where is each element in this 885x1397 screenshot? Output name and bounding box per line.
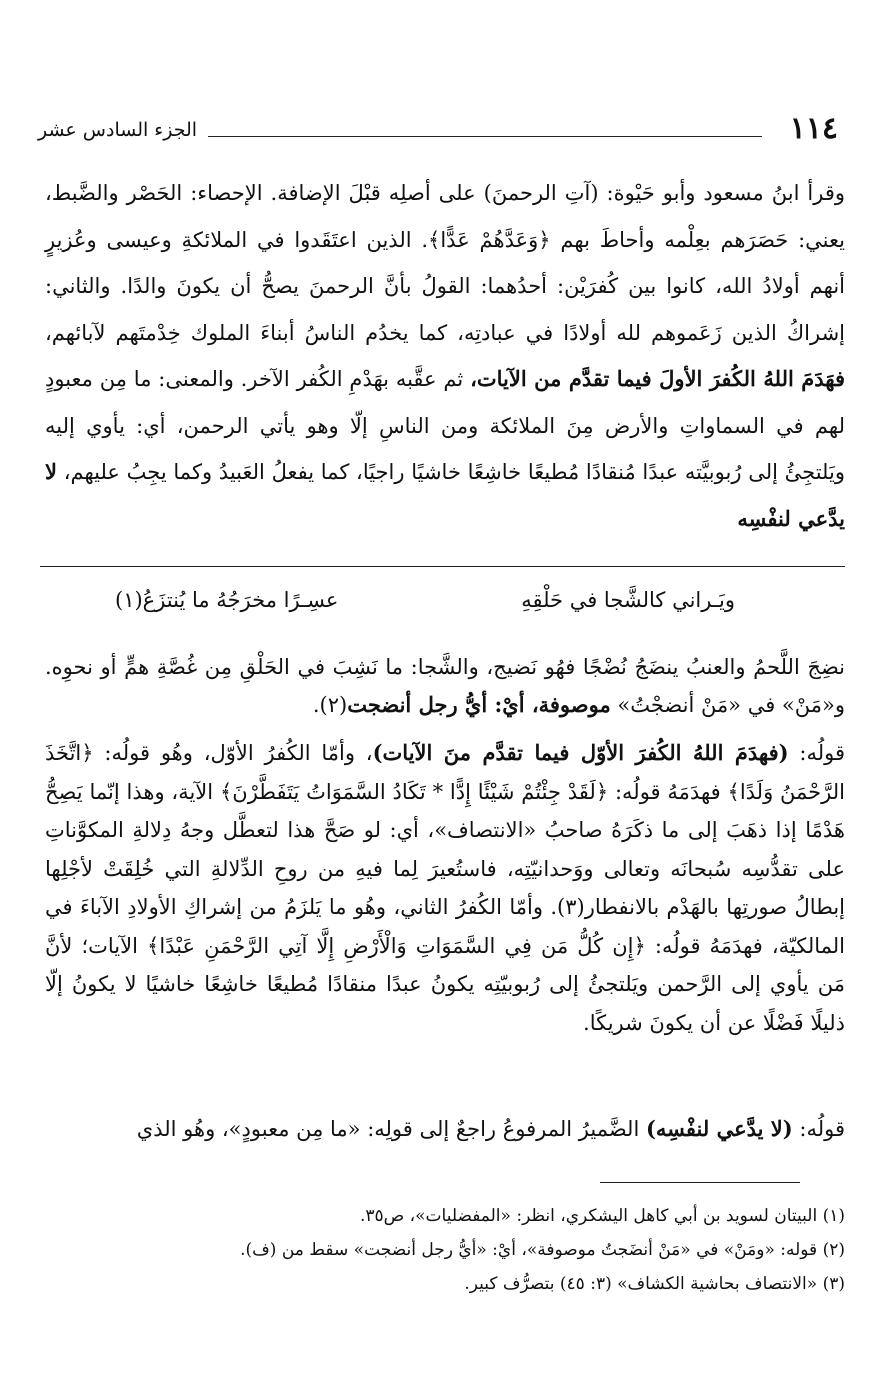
page-number: ١١٤ (789, 111, 838, 146)
commentary-text: ثم عقَّبه بهَدْمِ الكُفر الآخر. والمعنى: ما مِن معبودٍ لهم في السماواتِ والأرض مِنَ الملائكة ومن الناسِ إلّا وهو يأتي الرحمن، أي: يأوي إليه ويَلتجِئُ إلى رُبوبيَّته عبدًا مُنقادًا مُطيعًا خاشِعًا خاشيًا راجيًا، كما يفعلُ العَبيدُ وكما يجِبُ عليهم، (45, 367, 845, 484)
verse-second-hemistich: عسِـرًا مخرَجُهُ ما يُنتزَعُ(١) (115, 588, 339, 612)
gloss-text: الضَّميرُ المرفوعُ راجعٌ إلى قولِه: «ما مِن معبودٍ»، وهُو الذي (136, 1117, 646, 1141)
gloss-paragraph (45, 1110, 845, 1148)
gloss-paragraph (45, 734, 845, 1042)
gloss-bold-text: (فهدَمَ اللهُ الكُفرَ الأوّل فيما تقدَّم منَ الآيات) (372, 740, 789, 765)
footnote: (٣) «الانتصاف بحاشية الكشاف» (٣: ٤٥) بتصرُّف كبير. (464, 1274, 845, 1294)
verse-first-hemistich: ويَـراني كالشَّجا في حَلْقِهِ (521, 588, 735, 612)
footnote-rule (600, 1182, 800, 1183)
gloss-text: نضِجَ اللَّحمُ والعنبُ ينضَجُ نُضْجًا فهُو نَضيج، والشَّجا: ما نَشِبَ في الحَلْقِ مِن غُصَّةِ همٍّ أو نحوِه. و«مَنْ» في «مَنْ أنضجْتُ» (45, 655, 845, 717)
gloss-bold-text: موصوفة، أيْ: أيُّ رجل أنضجت (347, 692, 611, 717)
footnote: (١) البيتان لسويد بن أبي كاهل اليشكري، انظر: «المفضليات»، ص٣٥. (360, 1206, 845, 1226)
gloss-paragraph (45, 648, 845, 724)
part-title: الجزء السادس عشر (38, 119, 198, 141)
poetry-verse (115, 584, 735, 628)
gloss-bold-text: (لا يدَّعي لنفْسِه) (645, 1116, 793, 1141)
header-rule (208, 136, 762, 137)
section-divider (40, 566, 845, 567)
page-header (38, 108, 838, 150)
gloss-text: قولُه: (792, 1117, 845, 1141)
gloss-text: قولُه: (788, 741, 846, 765)
gloss-text: ، وأمّا الكُفرُ الأوّل، وهُو قولُه: ﴿اتَّخَذَ الرَّحْمَنُ وَلَدًا﴾ فهدَمَهُ قولُه: ﴿لَقَدْ جِئْتُمْ شَيْئًا إِدًّا * تَكَادُ السَّمَوَاتُ يَتَفَطَّرْنَ﴾ الآية، وهذا إنّما يَصِحُّ هَدْمًا إذا ذهَبَ إلى ما ذكَرَهُ صاحبُ «الانتصاف»، أي: لو صَحَّ هذا لتعطَّل وجهُ دِلالةِ المكوَّناتِ على تقدُّسِه سُبحانَه وتعالى ووَحدانيّتِه، فاستُعيرَ لِما فيهِ من روحِ الدِّلالةِ التي خُلِقَتْ لأجْلِها إبطالُ صورتِها بالهَدْم بالانفطار(٣). وأمّا الكُفرُ الثاني، وهُو ما يَلزَمُ من إشراكِ الأولادِ الآباءَ في المالكيّة، فهدَمَهُ قولُه: ﴿إِن كُلُّ مَن فِي السَّمَوَاتِ وَالْأَرْضِ إِلَّا آتِي الرَّحْمَنِ عَبْدًا﴾ الآيات؛ لأنَّ مَن يأوي إلى الرَّحمن ويَلتجئُ إلى رُبوبيّتِه يكونُ عبدًا منقادًا مُطيعًا خاشِعًا خاشيًا لا يكونُ إلّا ذليلًا فَضْلًا عن أن يكونَ شريكًا. (45, 741, 846, 1035)
commentary-text: وقرأ ابنُ مسعود وأبو حَيْوة: (آتِ الرحمنَ) على أصلِه قبْلَ الإضافة. الإحصاء: الحَصْر والضَّبط، يعني: حَصَرَهم بعِلْمه وأحاطَ بهم ﴿وَعَدَّهُمْ عَدًّا﴾. الذين اعتَقَدوا في الملائكةِ وعيسى وعُزيرٍ أنهم أولادُ الله، كانوا بين كُفرَيْن: أحدُهما: القولُ بأنَّ الرحمنَ يصحُّ أن يكونَ والدًا. والثاني: إشراكُ الذين زَعَموهم لله أولادًا في عبادتِه، كما يخدُم الناسُ أبناءَ الملوك خِدْمتَهم لآبائهم، (45, 181, 845, 345)
commentary-paragraph (45, 170, 845, 542)
commentary-bold-text: لا يدَّعي لنفْسِه (45, 459, 845, 531)
gloss-text: (٢). (312, 693, 348, 717)
footnote: (٢) قوله: «ومَنْ» في «مَنْ أنضَجتُ موصوفة»، أيْ: «أيُّ رجل أنضجت» سقط من (ف). (240, 1240, 845, 1260)
commentary-bold-text: فهَدَمَ اللهُ الكُفرَ الأولَ فيما تقدَّم من الآيات، (470, 366, 846, 391)
